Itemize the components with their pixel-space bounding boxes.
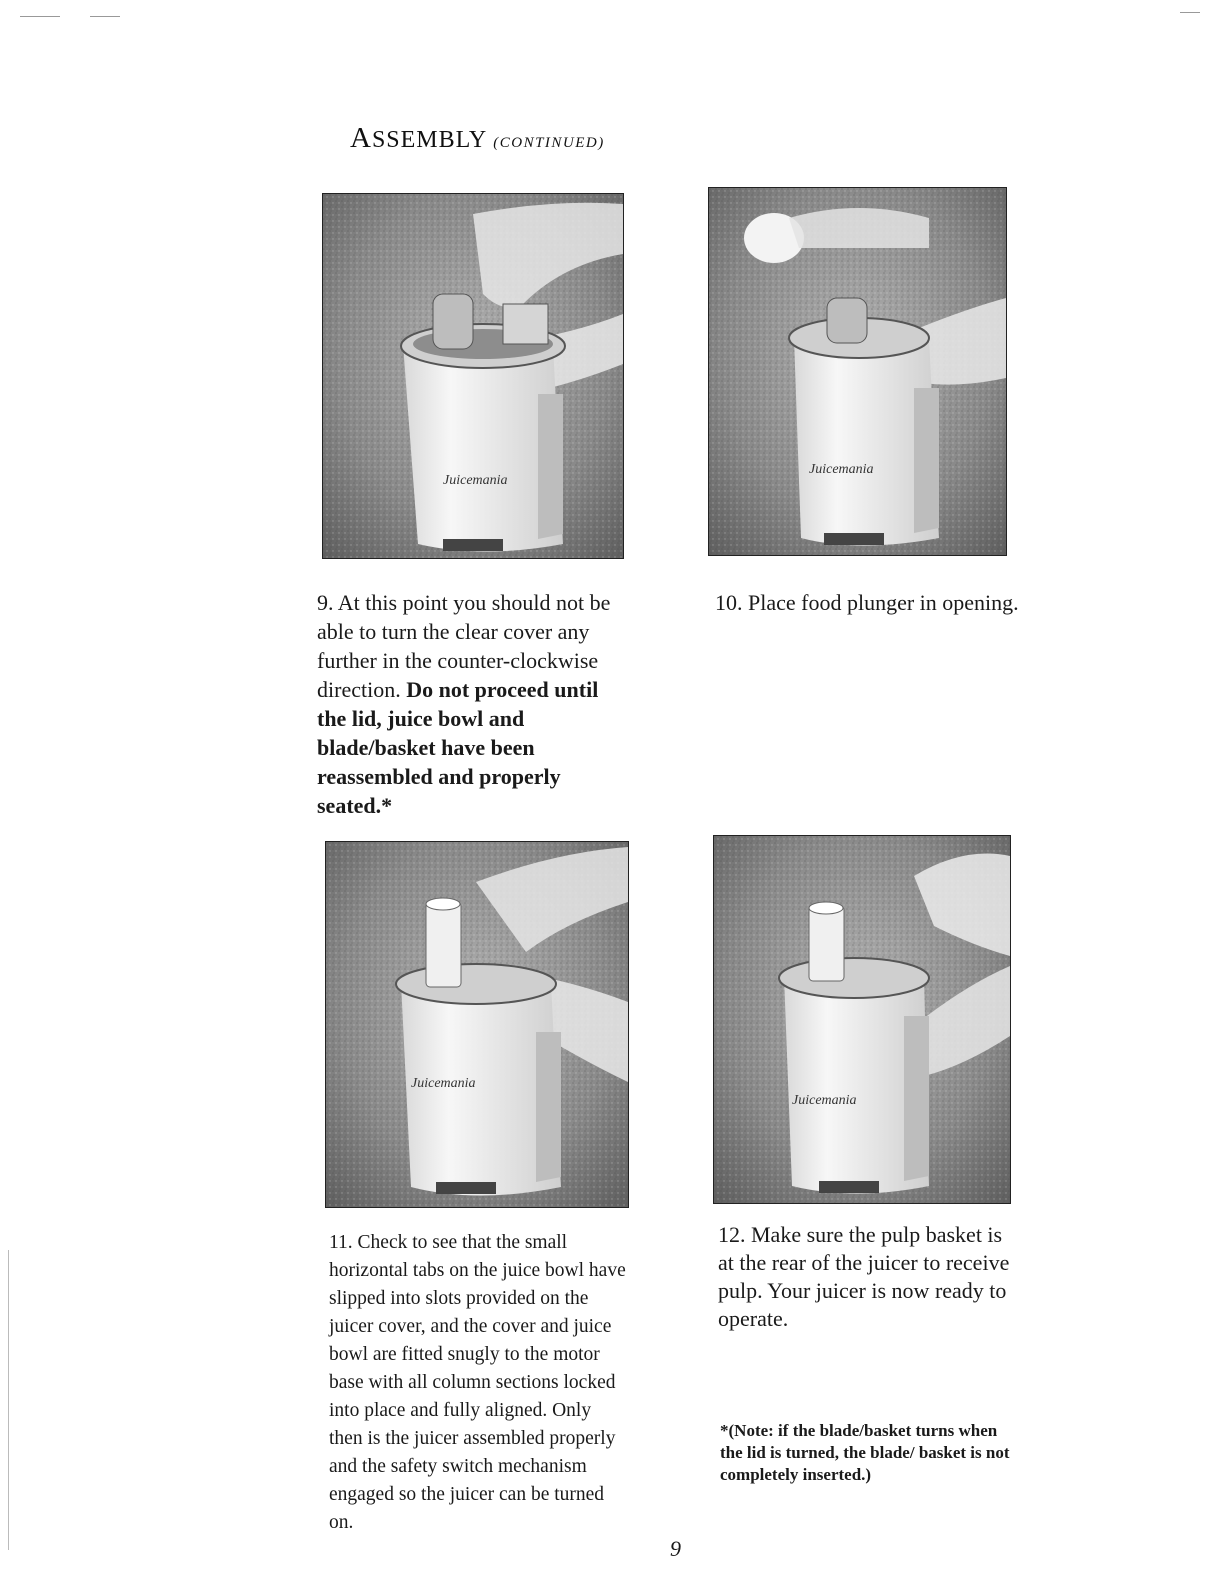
page-number: 9 xyxy=(670,1536,681,1561)
step-10-caption xyxy=(715,588,1027,617)
step-10-text: 10. Place food plunger in opening. xyxy=(715,590,1019,615)
note-text: *(Note: if the blade/basket turns when the lid is turned, the blade/ basket is not completely inserted.) xyxy=(720,1421,1010,1484)
photo-step-9 xyxy=(322,193,624,559)
title-initial: A xyxy=(350,122,372,154)
title-rest: SSEMBLY xyxy=(371,127,488,153)
step-11-text: 11. Check to see that the small horizontal tabs on the juice bowl have slipped into slots provided on the juicer cover, and the cover and juice bowl are fitted snugly to the motor base with all column sections locked into place and fully aligned. Only then is the juicer assembled properly and the safety switch mechanism engaged so the juicer can be turned on. xyxy=(329,1232,626,1533)
title-suffix: (CONTINUED) xyxy=(493,135,605,151)
juicer-brand-label: Juicemania xyxy=(411,1076,476,1091)
step-12-text: 12. Make sure the pulp basket is at the rear of the juicer to receive pulp. Your juicer is now ready to operate. xyxy=(718,1222,1010,1331)
juicer-brand-label: Juicemania xyxy=(809,462,874,477)
step-9-warning: Do not proceed until the lid, juice bowl and blade/basket have been reassembled and properly seated.* xyxy=(317,677,599,818)
photo-step-11 xyxy=(325,841,629,1208)
step-9-text: 9. At this point you should not be able to turn the clear cover any further in the counter-clockwise direction. xyxy=(317,590,611,702)
juicer-brand-label: Juicemania xyxy=(792,1093,857,1108)
page-title xyxy=(350,122,605,155)
photo-step-12 xyxy=(713,835,1011,1204)
scan-speck xyxy=(20,16,60,17)
step-9-caption xyxy=(317,588,622,820)
scan-speck xyxy=(90,16,120,17)
footnote-note xyxy=(720,1420,1012,1486)
scan-edge-line xyxy=(8,1250,9,1550)
photo-step-10 xyxy=(708,187,1007,556)
step-12-caption xyxy=(718,1221,1023,1333)
scan-speck xyxy=(1180,12,1200,13)
juicer-brand-label: Juicemania xyxy=(443,473,508,488)
step-11-caption xyxy=(329,1229,629,1537)
